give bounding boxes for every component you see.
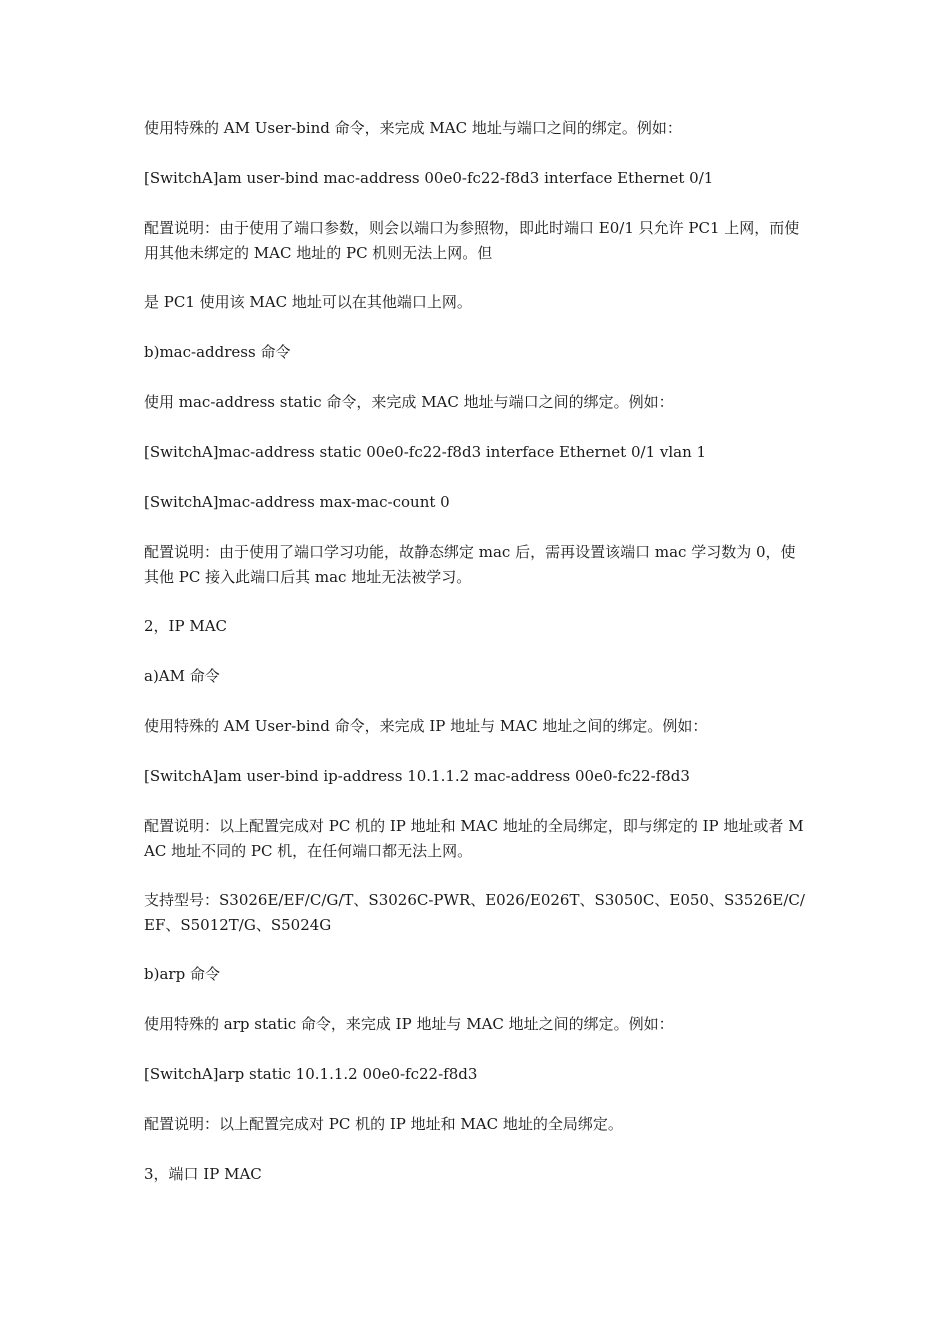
heading-port-ip-mac: 3，端口 IP MAC	[144, 1165, 262, 1183]
paragraph-am-user-bind-ip-note: 配置说明：以上配置完成对 PC 机的 IP 地址和 MAC 地址的全局绑定，即与绑定的 IP 地址或者 MAC 地址不同的 PC 机，在任何端口都无法上网。	[144, 817, 804, 860]
paragraph-am-user-bind-ip-command: [SwitchA]am user-bind ip-address 10.1.1.2 mac-address 00e0-fc22-f8d3	[144, 767, 690, 785]
paragraph-mac-address-note: 配置说明：由于使用了端口学习功能，故静态绑定 mac 后，需再设置该端口 mac 学习数为 0，使其他 PC 接入此端口后其 mac 地址无法被学习。	[144, 543, 796, 586]
paragraph-arp-static-intro: 使用特殊的 arp static 命令，来完成 IP 地址与 MAC 地址之间的绑定。例如：	[144, 1015, 674, 1033]
heading-am-command: a)AM 命令	[144, 667, 220, 685]
paragraph-supported-models: 支持型号：S3026E/EF/C/G/T、S3026C-PWR、E026/E026T、S3050C、E050、S3526E/C/EF、S5012T/G、S5024G	[144, 891, 805, 934]
paragraph-am-user-bind-mac-note-cont: 是 PC1 使用该 MAC 地址可以在其他端口上网。	[144, 293, 472, 311]
paragraph-am-user-bind-ip-intro: 使用特殊的 AM User-bind 命令，来完成 IP 地址与 MAC 地址之间的绑定。例如：	[144, 717, 708, 735]
paragraph-am-user-bind-mac-command: [SwitchA]am user-bind mac-address 00e0-fc22-f8d3 interface Ethernet 0/1	[144, 169, 714, 187]
paragraph-am-user-bind-mac-intro: 使用特殊的 AM User-bind 命令，来完成 MAC 地址与端口之间的绑定。例如：	[144, 119, 682, 137]
heading-mac-address-command: b)mac-address 命令	[144, 343, 291, 361]
heading-arp-command: b)arp 命令	[144, 965, 220, 983]
paragraph-arp-static-note: 配置说明：以上配置完成对 PC 机的 IP 地址和 MAC 地址的全局绑定。	[144, 1115, 623, 1133]
paragraph-mac-address-max-count-command: [SwitchA]mac-address max-mac-count 0	[144, 493, 450, 511]
paragraph-mac-address-static-intro: 使用 mac-address static 命令，来完成 MAC 地址与端口之间的绑定。例如：	[144, 393, 674, 411]
paragraph-mac-address-static-command: [SwitchA]mac-address static 00e0-fc22-f8d3 interface Ethernet 0/1 vlan 1	[144, 443, 707, 461]
paragraph-arp-static-command: [SwitchA]arp static 10.1.1.2 00e0-fc22-f8d3	[144, 1065, 478, 1083]
paragraph-am-user-bind-mac-note: 配置说明：由于使用了端口参数，则会以端口为参照物，即此时端口 E0/1 只允许 PC1 上网，而使用其他未绑定的 MAC 地址的 PC 机则无法上网。但	[144, 219, 800, 262]
heading-ip-mac: 2，IP MAC	[144, 617, 227, 635]
